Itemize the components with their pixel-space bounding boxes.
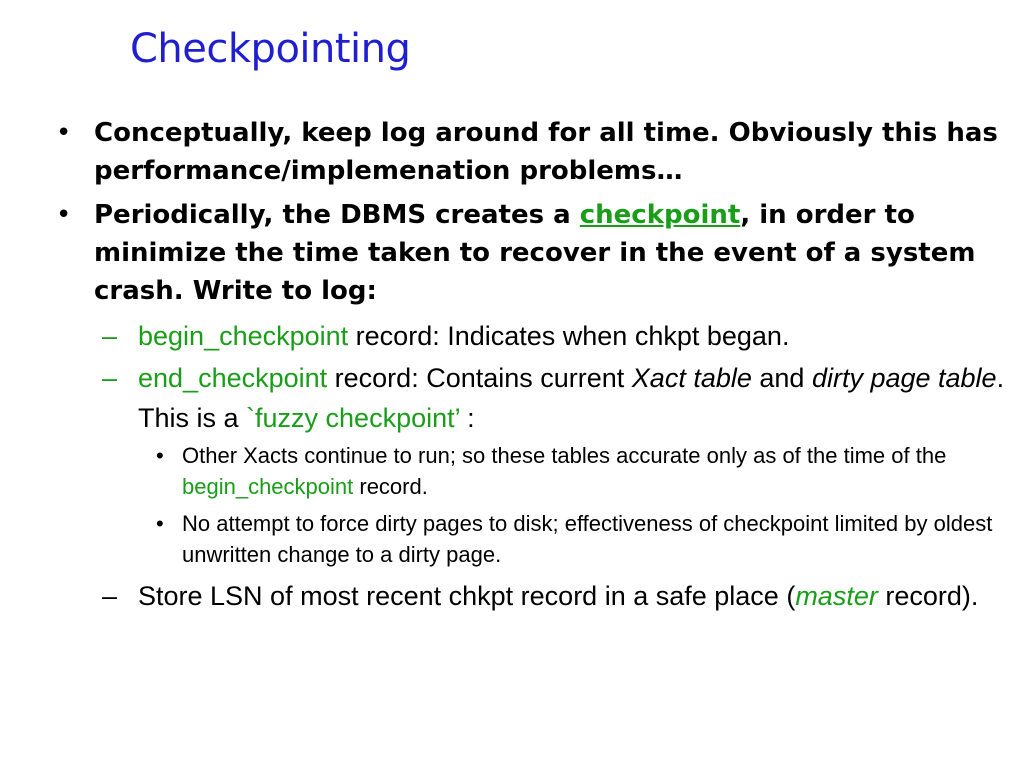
xact-table-term: Xact table (631, 363, 752, 393)
sub-bullet-end-checkpoint (56, 358, 1006, 438)
checkpoint-link[interactable]: checkpoint (579, 200, 741, 230)
sub-sub-bullet-no-attempt (56, 508, 1006, 570)
fuzzy-checkpoint-term: `fuzzy checkpoint’ (246, 403, 460, 433)
bullet-marker: • (56, 118, 72, 148)
sub-bullet-text: . This is a (138, 363, 1005, 433)
sub-bullet-store-lsn (56, 576, 1006, 616)
bullet-periodically (56, 196, 1006, 310)
sub-bullet-text: record). (877, 581, 979, 611)
bullet-text-post: , in order to minimize the time taken to recover in the event of a system crash. Write to log: (94, 200, 976, 306)
bullet-marker: • (56, 200, 72, 230)
sub-sub-bullet-text: record. (353, 474, 428, 499)
dash-marker: – (102, 363, 118, 393)
begin-checkpoint-term: begin_checkpoint (138, 321, 349, 351)
sub-bullet-text: Store LSN of most recent chkpt record in a safe place ( (138, 581, 796, 611)
bullet-marker: • (156, 443, 164, 468)
slide-content (56, 114, 1006, 618)
sub-bullet-text: : (459, 403, 475, 433)
bullet-text: Conceptually, keep log around for all time. Obviously this has performance/implemenation problems… (94, 118, 998, 186)
sub-sub-bullet-text: Other Xacts continue to run; so these tables accurate only as of the time of the (182, 443, 947, 468)
sub-bullet-begin-checkpoint (56, 316, 1006, 356)
bullet-conceptually (56, 114, 1006, 190)
master-term: master (795, 581, 878, 611)
sub-sub-bullet-other-xacts (56, 440, 1006, 502)
bullet-marker: • (156, 511, 164, 536)
dash-marker: – (102, 321, 118, 351)
sub-bullet-text: record: Contains current (327, 363, 632, 393)
sub-sub-bullet-text: No attempt to force dirty pages to disk; effectiveness of checkpoint limited by oldest unwritten change to a dirty page. (182, 511, 993, 567)
sub-bullet-text: and (751, 363, 812, 393)
sub-bullet-text: record: Indicates when chkpt began. (348, 321, 790, 351)
bullet-text-pre: Periodically, the DBMS creates a (94, 200, 580, 230)
dirty-page-table-term: dirty page table (811, 363, 997, 393)
begin-checkpoint-term: begin_checkpoint (182, 474, 354, 499)
slide-title: Checkpointing (130, 26, 411, 72)
end-checkpoint-term: end_checkpoint (138, 363, 328, 393)
dash-marker: – (102, 581, 118, 611)
